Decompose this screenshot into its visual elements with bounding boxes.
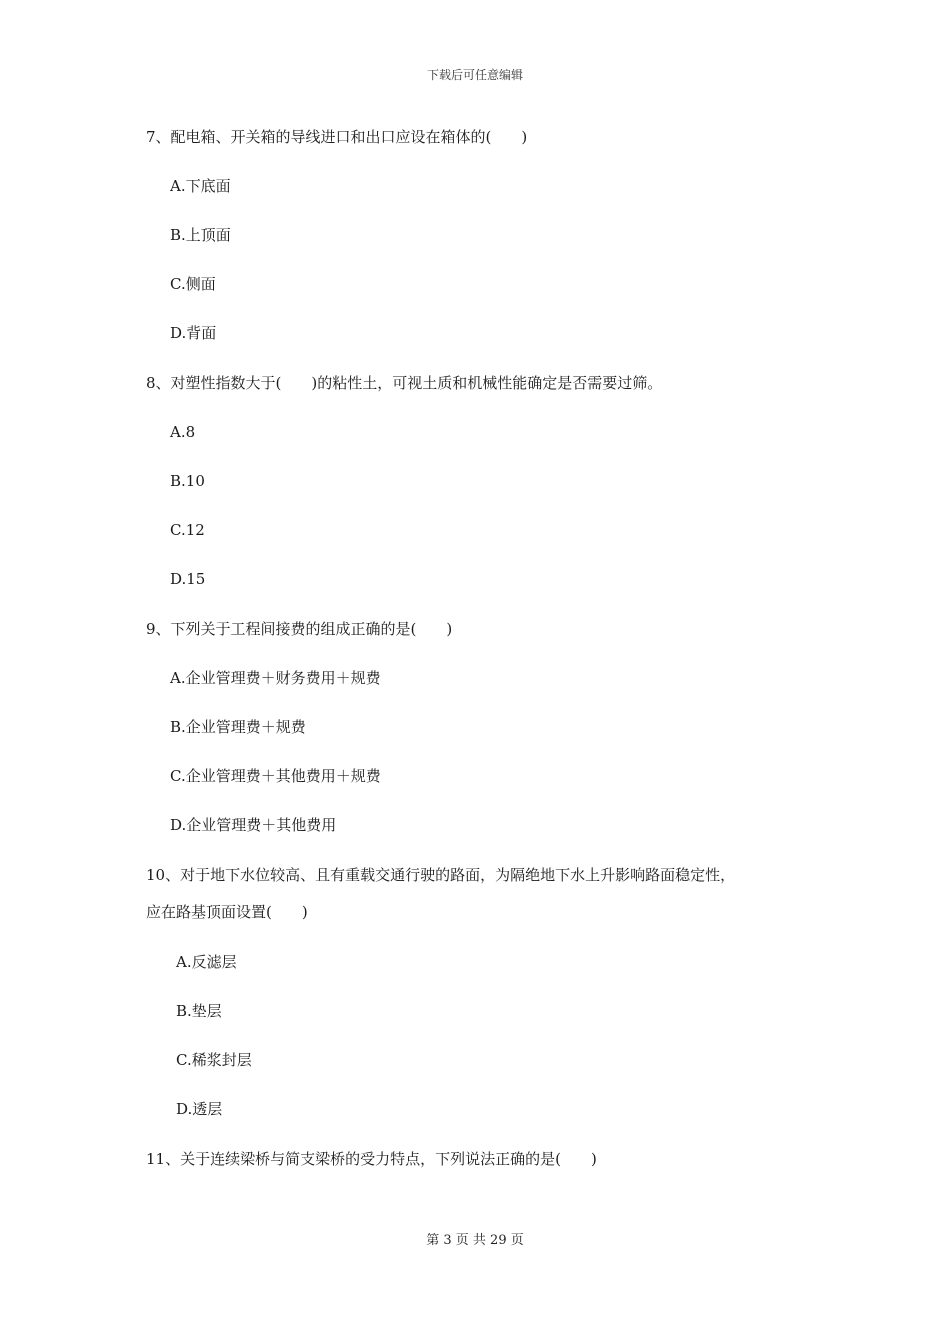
question-7-option-b: B.上顶面 (170, 226, 231, 244)
question-11-stem: 11、关于连续梁桥与简支梁桥的受力特点，下列说法正确的是( ) (146, 1150, 597, 1168)
question-7-option-a: A.下底面 (170, 177, 231, 195)
question-8-option-b: B.10 (170, 472, 205, 490)
question-10-option-b: B.垫层 (176, 1002, 222, 1020)
question-10-stem-line-2: 应在路基顶面设置( ) (146, 903, 308, 921)
question-8-stem: 8、对塑性指数大于( )的粘性土，可视土质和机械性能确定是否需要过筛。 (146, 374, 663, 392)
question-10-option-c: C.稀浆封层 (176, 1051, 252, 1069)
question-8-option-c: C.12 (170, 521, 205, 539)
question-7-option-d: D.背面 (170, 324, 217, 342)
page-header: 下载后可任意编辑 (426, 68, 523, 82)
page-footer: 第 3 页 共 29 页 (426, 1233, 524, 1248)
question-7-stem: 7、配电箱、开关箱的导线进口和出口应设在箱体的( ) (146, 128, 528, 146)
question-9-option-b: B.企业管理费＋规费 (170, 718, 306, 736)
question-7-option-c: C.侧面 (170, 275, 216, 293)
question-10-stem-line-1: 10、对于地下水位较高、且有重载交通行驶的路面，为隔绝地下水上升影响路面稳定性， (146, 866, 736, 884)
question-9-stem: 9、下列关于工程间接费的组成正确的是( ) (146, 620, 453, 638)
question-8-option-d: D.15 (170, 570, 206, 588)
question-10-option-d: D.透层 (176, 1100, 223, 1118)
question-10-option-a: A.反滤层 (176, 953, 237, 971)
question-9-option-d: D.企业管理费＋其他费用 (170, 816, 337, 834)
question-8-option-a: A.8 (170, 423, 196, 441)
question-9-option-c: C.企业管理费＋其他费用＋规费 (170, 767, 381, 785)
question-9-option-a: A.企业管理费＋财务费用＋规费 (170, 669, 381, 687)
